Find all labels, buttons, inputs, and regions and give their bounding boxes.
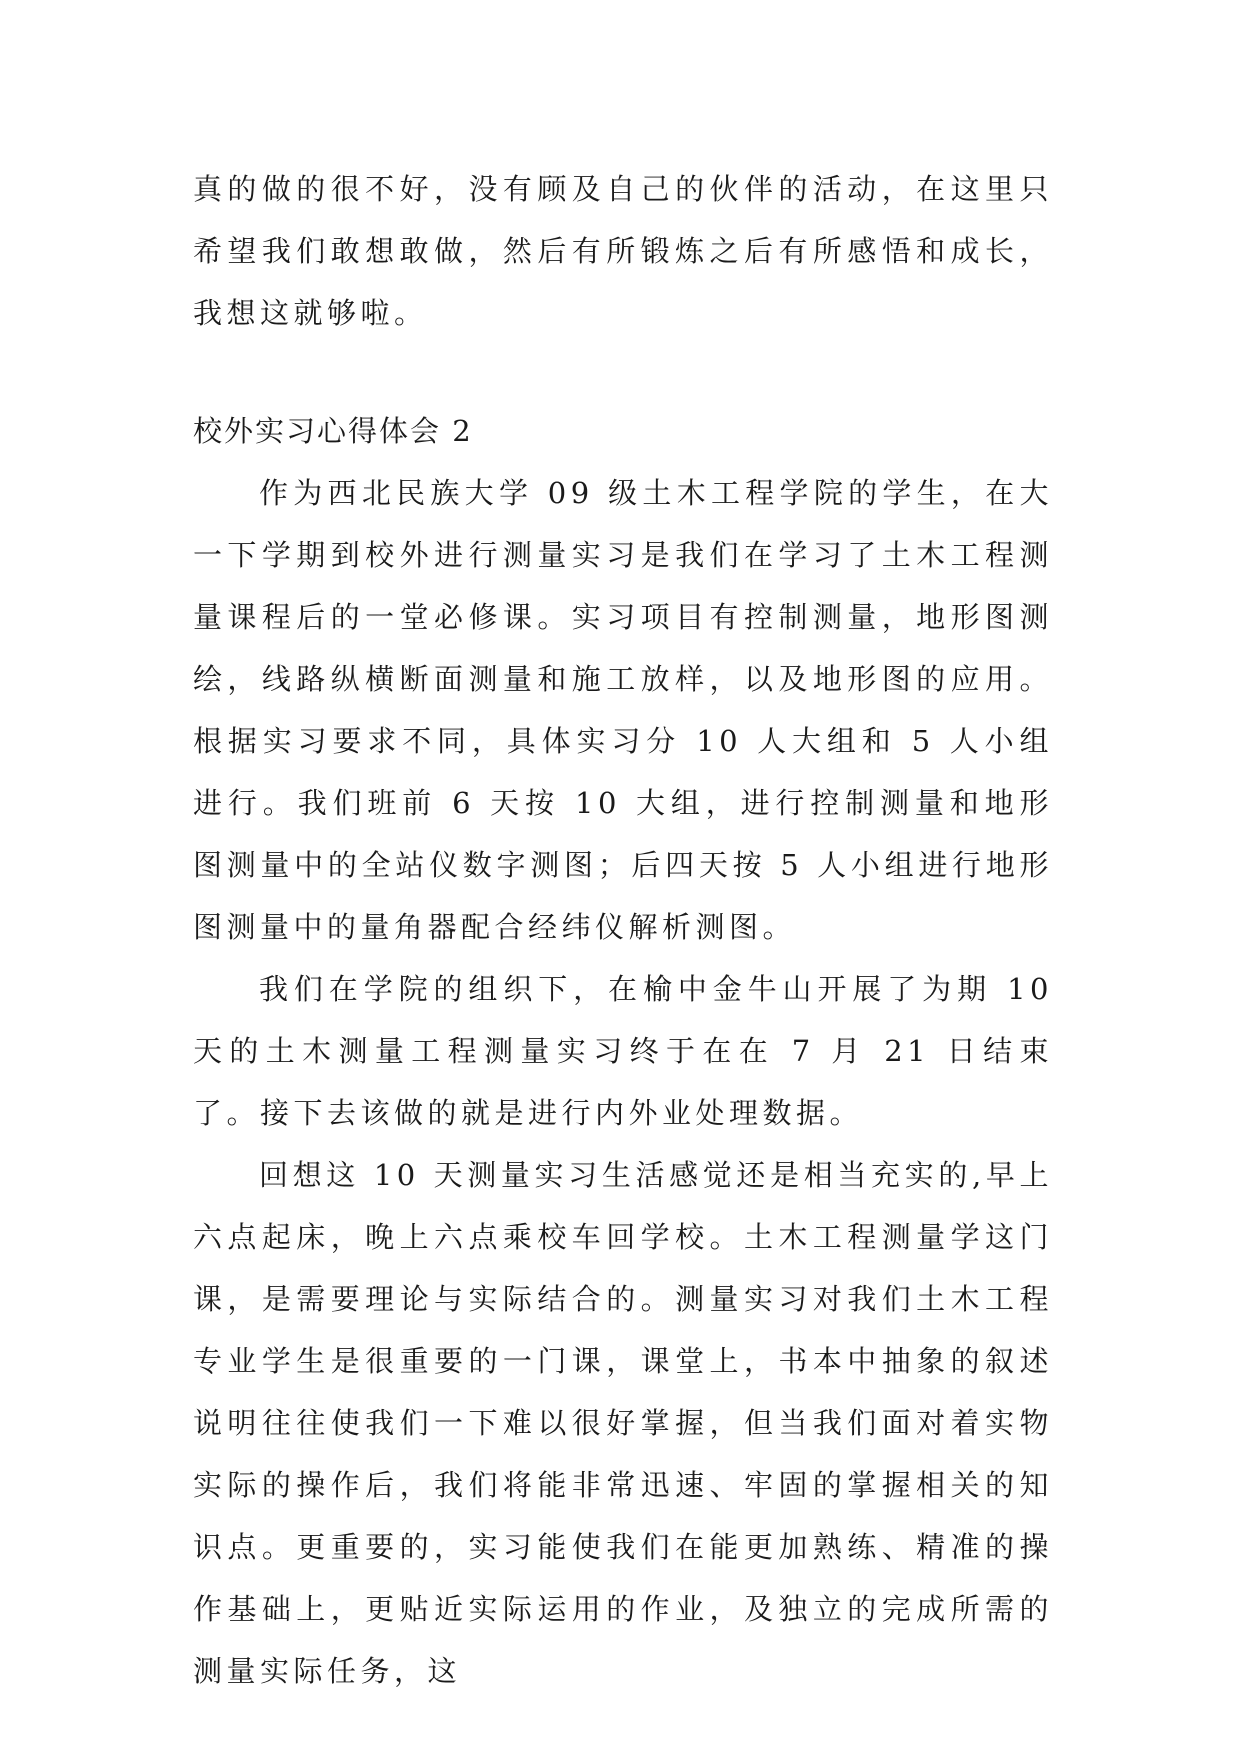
continuation-paragraph: 真的做的很不好，没有顾及自己的伙伴的活动，在这里只希望我们敢想敢做，然后有所锻炼之后有所感悟和成长，我想这就够啦。 <box>193 172 1053 330</box>
paragraph-2: 我们在学院的组织下，在榆中金牛山开展了为期 10 天的土木测量工程测量实习终于在在 7 月 21 日结束了。接下去该做的就是进行内外业处理数据。 <box>193 972 1053 1130</box>
paragraph-1: 作为西北民族大学 09 级土木工程学院的学生，在大一下学期到校外进行测量实习是我们在学习了土木工程测量课程后的一堂必修课。实习项目有控制测量，地形图测绘，线路纵横断面测量和施工放样，以及地形图的应用。根据实习要求不同，具体实习分 10 人大组和 5 人小组进行。我们班前 6 天按 10 大组，进行控制测量和地形图测量中的全站仪数字测图；后四天按 5 人小组进行地形图测量中的量角器配合经纬仪解析测图。 <box>193 476 1053 944</box>
document-body <box>193 158 1053 1702</box>
section-title: 校外实习心得体会 2 <box>193 414 473 448</box>
paragraph-3: 回想这 10 天测量实习生活感觉还是相当充实的,早上六点起床，晚上六点乘校车回学校。土木工程测量学这门课，是需要理论与实际结合的。测量实习对我们土木工程专业学生是很重要的一门课，课堂上，书本中抽象的叙述说明往往使我们一下难以很好掌握，但当我们面对着实物实际的操作后，我们将能非常迅速、牢固的掌握相关的知识点。更重要的，实习能使我们在能更加熟练、精准的操作基础上，更贴近实际运用的作业，及独立的完成所需的测量实际任务，这 <box>193 1158 1053 1688</box>
